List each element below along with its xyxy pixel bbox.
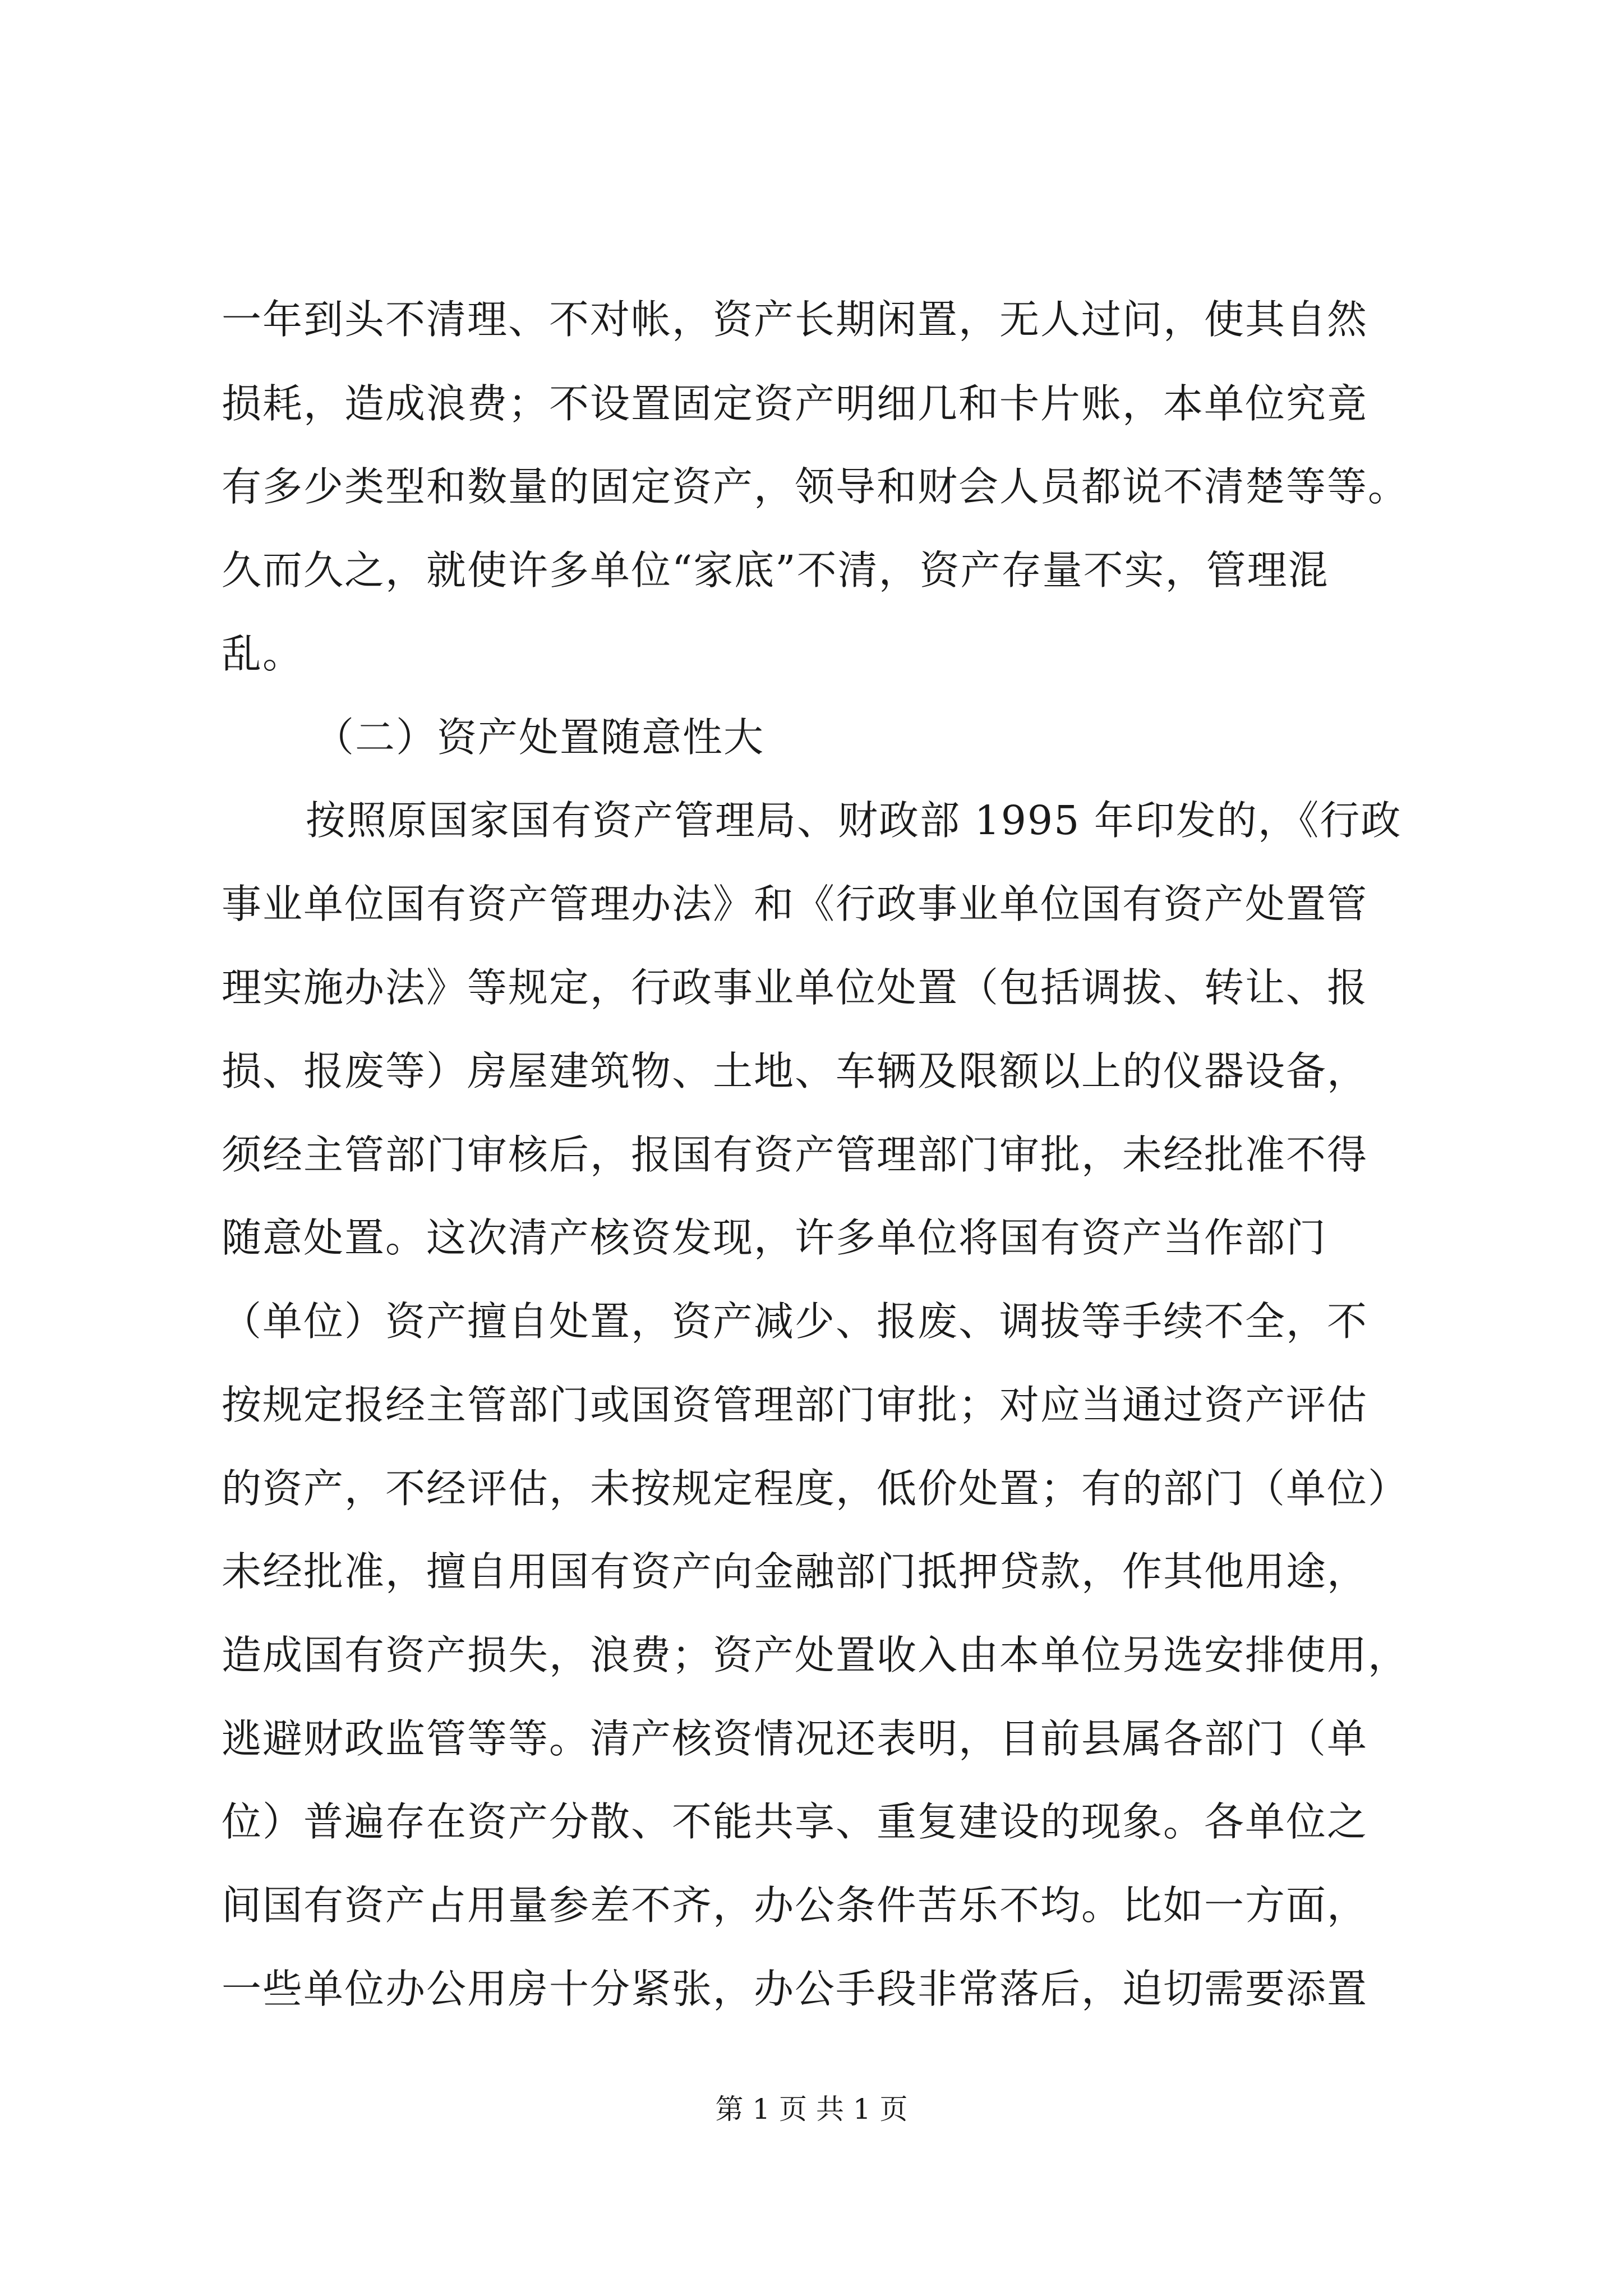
- text-line: 损耗，造成浪费；不设置固定资产明细几和卡片账，本单位究竟: [222, 380, 1368, 427]
- section-heading: （二）资产处置随意性大: [314, 714, 765, 761]
- text-line: 久而久之，就使许多单位“家底”不清，资产存量不实，管理混: [222, 547, 1329, 593]
- text-line: 未经批准，擅自用国有资产向金融部门抵押贷款，作其他用途，: [222, 1548, 1368, 1595]
- text-line: 按规定报经主管部门或国资管理部门审批；对应当通过资产评估: [222, 1382, 1368, 1428]
- page-number-footer: 第 1 页 共 1 页: [715, 2093, 908, 2125]
- text-line: 逃避财政监管等等。清产核资情况还表明，目前县属各部门（单: [222, 1715, 1368, 1762]
- text-line: 有多少类型和数量的固定资产，领导和财会人员都说不清楚等等。: [222, 463, 1409, 510]
- text-line: 按照原国家国有资产管理局、财政部 1995 年印发的，《行政: [306, 797, 1402, 844]
- text-line: （单位）资产擅自处置，资产减少、报废、调拔等手续不全，不: [222, 1298, 1368, 1345]
- text-line: 损、报废等）房屋建筑物、土地、车辆及限额以上的仪器设备，: [222, 1048, 1368, 1094]
- text-line: 间国有资产占用量参差不齐，办公条件苦乐不均。比如一方面，: [222, 1882, 1368, 1929]
- text-line: 一年到头不清理、不对帐，资产长期闲置，无人过问，使其自然: [222, 296, 1368, 343]
- text-line: 须经主管部门审核后，报国有资产管理部门审批，未经批准不得: [222, 1131, 1368, 1178]
- text-line: 理实施办法》等规定，行政事业单位处置（包括调拔、转让、报: [222, 964, 1368, 1011]
- text-line: 事业单位国有资产管理办法》和《行政事业单位国有资产处置管: [222, 881, 1368, 927]
- text-line: 随意处置。这次清产核资发现，许多单位将国有资产当作部门: [222, 1214, 1327, 1261]
- text-line: 造成国有资产损失，浪费；资产处置收入由本单位另选安排使用，: [222, 1632, 1409, 1678]
- text-line: 的资产，不经评估，未按规定程度，低价处置；有的部门（单位）: [222, 1465, 1409, 1512]
- text-line: 位）普遍存在资产分散、不能共享、重复建设的现象。各单位之: [222, 1798, 1368, 1845]
- text-line: 乱。: [222, 631, 304, 677]
- text-line: 一些单位办公用房十分紧张，办公手段非常落后，迫切需要添置: [222, 1966, 1368, 2012]
